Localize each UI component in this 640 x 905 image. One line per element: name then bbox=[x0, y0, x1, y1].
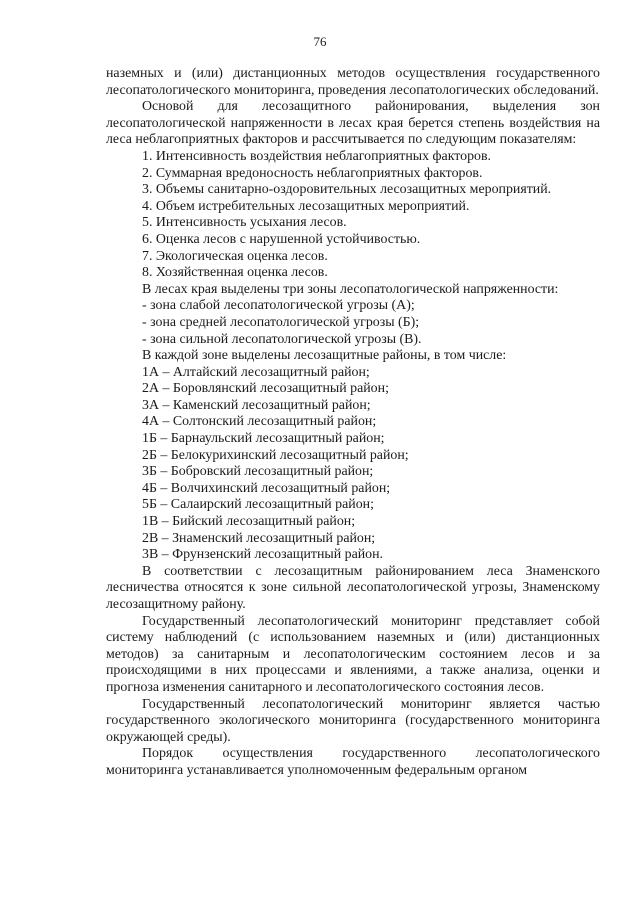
zoning-intro-paragraph: Основой для лесозащитного районирования, выделения зон лесопатологической напряженности в лесах края берется степень воздействия на леса неблагоприятных факторов и рассчитывается по следующим показателям: bbox=[106, 99, 600, 148]
list-item: 1. Интенсивность воздействия неблагоприятных факторов. bbox=[142, 148, 492, 164]
monitoring-part-paragraph: Государственный лесопатологический мониторинг является частью государственного экологического мониторинга (государственного мониторинга окружающей среды). bbox=[106, 696, 600, 745]
list-item: 2. Суммарная вредоносность неблагоприятных факторов. bbox=[142, 165, 483, 181]
list-item: 2А – Боровлянский лесозащитный район; bbox=[142, 381, 389, 397]
list-item: 2Б – Белокурихинский лесозащитный район; bbox=[142, 447, 409, 463]
list-item: 1Б – Барнаульский лесозащитный район; bbox=[142, 431, 385, 447]
body-text bbox=[106, 66, 600, 780]
zones-list bbox=[106, 298, 600, 348]
list-item: - зона слабой лесопатологической угрозы (А); bbox=[142, 298, 415, 314]
list-item: 5. Интенсивность усыхания лесов. bbox=[142, 215, 347, 231]
list-item: 4А – Солтонский лесозащитный район; bbox=[142, 414, 377, 430]
list-item: 6. Оценка лесов с нарушенной устойчивостью. bbox=[142, 231, 421, 247]
list-item: 3. Объемы санитарно-оздоровительных лесозащитных мероприятий. bbox=[142, 182, 552, 198]
continuation-paragraph: наземных и (или) дистанционных методов осуществления государственного лесопатологического мониторинга, проведения лесопатологических обследований. bbox=[106, 66, 600, 98]
list-item: 8. Хозяйственная оценка лесов. bbox=[142, 265, 328, 281]
indicators-list bbox=[106, 149, 600, 282]
list-item: 4Б – Волчихинский лесозащитный район; bbox=[142, 480, 391, 496]
procedure-paragraph: Порядок осуществления государственного лесопатологического мониторинга устанавливается уполномоченным федеральным органом bbox=[106, 746, 600, 778]
list-item: 3А – Каменский лесозащитный район; bbox=[142, 397, 371, 413]
list-item: 3Б – Бобровский лесозащитный район; bbox=[142, 464, 374, 480]
page-number: 76 bbox=[313, 34, 327, 49]
list-item: 1А – Алтайский лесозащитный район; bbox=[142, 364, 370, 380]
list-item: 7. Экологическая оценка лесов. bbox=[142, 248, 328, 264]
list-item: - зона средней лесопатологической угрозы (Б); bbox=[142, 314, 420, 330]
districts-intro: В каждой зоне выделены лесозащитные районы, в том числе: bbox=[142, 348, 507, 364]
monitoring-definition-paragraph: Государственный лесопатологический мониторинг представляет собой систему наблюдений (с использованием наземных и (или) дистанционных методов) за санитарным и лесопатологическим состоянием лесов и за происходящими в них процессами и явлениями, а также анализа, оценки и прогноза изменения санитарного и лесопатологического состояния лесов. bbox=[106, 613, 600, 695]
list-item: 3В – Фрунзенский лесозащитный район. bbox=[142, 547, 384, 563]
list-item: 2В – Знаменский лесозащитный район; bbox=[142, 530, 376, 546]
zones-intro: В лесах края выделены три зоны лесопатологической напряженности: bbox=[142, 281, 559, 297]
districts-list bbox=[106, 365, 600, 564]
list-item: 1В – Бийский лесозащитный район; bbox=[142, 514, 356, 530]
list-item: 4. Объем истребительных лесозащитных мероприятий. bbox=[142, 198, 470, 214]
list-item: - зона сильной лесопатологической угрозы (В). bbox=[142, 331, 422, 347]
list-item: 5Б – Салаирский лесозащитный район; bbox=[142, 497, 374, 513]
znamensky-paragraph: В соответствии с лесозащитным районированием леса Знаменского лесничества относятся к зоне сильной лесопатологической угрозы, Знаменскому лесозащитному району. bbox=[106, 563, 600, 612]
